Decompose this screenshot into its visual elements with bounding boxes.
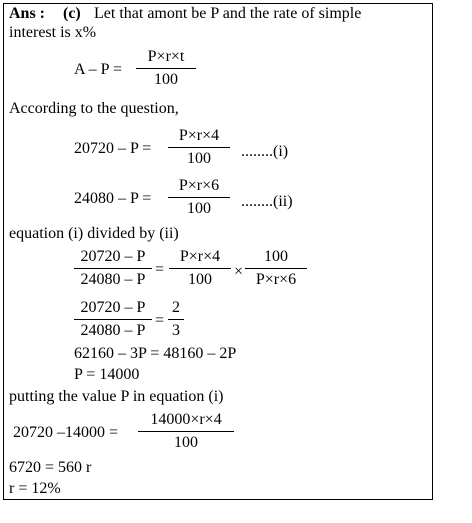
div-f1-numerator: 20720 – P	[80, 248, 146, 265]
fraction-bar	[74, 268, 152, 269]
eq1-denominator: 100	[187, 150, 211, 167]
div-f2-numerator: P×r×4	[179, 248, 221, 265]
step-line: 6720 = 560 r	[9, 459, 92, 476]
divided-text: equation (i) divided by (ii)	[9, 225, 179, 242]
ratio-fraction-1	[74, 299, 152, 340]
eq1-numerator: P×r×4	[178, 127, 220, 144]
eq2-tag: ........(ii)	[241, 193, 293, 210]
formula-fraction	[136, 48, 196, 89]
cross-multiply-line: 62160 – 3P = 48160 – 2P	[74, 345, 237, 362]
answer-option: (c)	[63, 5, 81, 22]
eq2-numerator: P×r×6	[178, 177, 220, 194]
fraction-bar	[138, 431, 234, 432]
div-times: ×	[234, 263, 244, 280]
div-equals: =	[155, 261, 165, 278]
fraction-bar	[168, 197, 230, 198]
div-f1-denominator: 24080 – P	[80, 271, 146, 288]
div-f3-numerator: 100	[264, 248, 288, 265]
sub-eq-fraction	[138, 411, 234, 452]
div-f3-denominator: P×r×6	[255, 271, 297, 288]
eq2-denominator: 100	[187, 200, 211, 217]
eq1-fraction	[168, 127, 230, 168]
ratio-f2-numerator: 2	[172, 299, 180, 316]
formula-numerator: P×r×t	[147, 48, 185, 65]
ratio-f1-denominator: 24080 – P	[80, 322, 146, 339]
ratio-f1-numerator: 20720 – P	[80, 299, 146, 316]
according-text: According to the question,	[9, 100, 179, 117]
ratio-fraction-2	[168, 299, 184, 340]
fraction-bar	[245, 268, 307, 269]
div-fraction-1	[74, 248, 152, 289]
sub-eq-lhs: 20720 –14000 =	[13, 424, 119, 441]
eq1-lhs: 20720 – P =	[74, 140, 152, 157]
fraction-bar	[169, 268, 231, 269]
eq1-tag: ........(i)	[241, 143, 289, 160]
fraction-bar	[168, 147, 230, 148]
answer-line-1: Let that amont be P and the rate of simple	[94, 5, 362, 22]
sub-eq-numerator: 14000×r×4	[150, 411, 222, 428]
eq2-fraction	[168, 177, 230, 218]
div-f2-denominator: 100	[188, 271, 212, 288]
answer-prefix: Ans :	[9, 5, 46, 22]
fraction-bar	[168, 319, 184, 320]
fraction-bar	[136, 68, 196, 69]
fraction-bar	[74, 319, 152, 320]
ratio-f2-denominator: 3	[172, 322, 180, 339]
formula-denominator: 100	[154, 71, 178, 88]
sub-eq-denominator: 100	[174, 434, 198, 451]
ratio-equals: =	[155, 312, 165, 329]
result-line: r = 12%	[9, 480, 61, 497]
putting-text: putting the value P in equation (i)	[9, 388, 224, 405]
div-fraction-2	[169, 248, 231, 289]
answer-line-2: interest is x%	[9, 24, 97, 41]
p-value-line: P = 14000	[74, 366, 140, 383]
eq2-lhs: 24080 – P =	[74, 190, 152, 207]
div-fraction-3	[245, 248, 307, 289]
formula-lhs: A – P =	[74, 61, 122, 78]
